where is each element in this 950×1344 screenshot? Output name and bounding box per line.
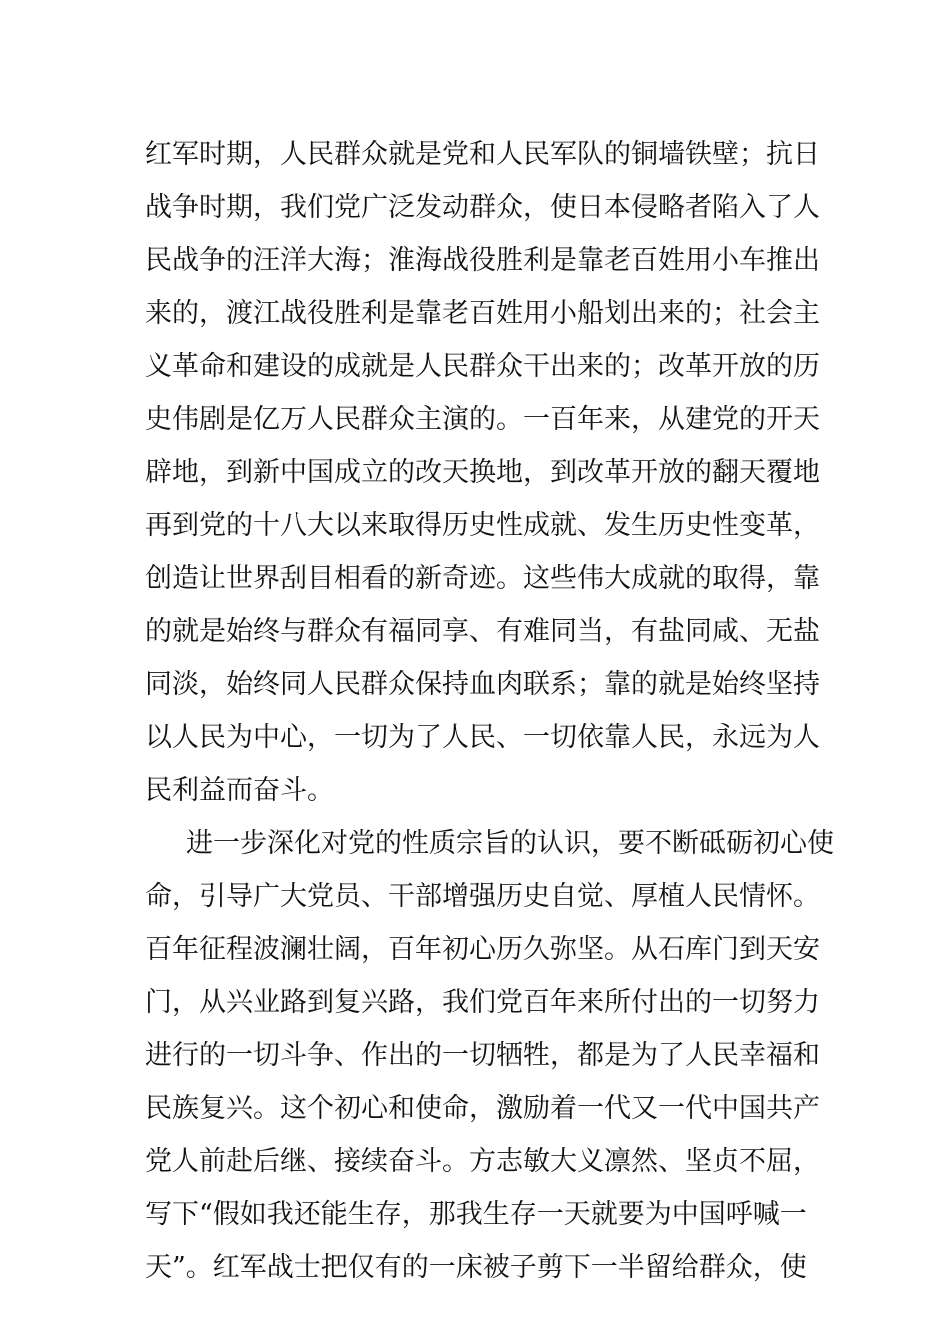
text-line: 命，引导广大党员、干部增强历史自觉、厚植人民情怀。 <box>145 881 820 912</box>
text-line: 红军时期，人民群众就是党和人民军队的铜墙铁壁；抗日 <box>145 139 820 170</box>
text-line: 进行的一切斗争、作出的一切牺牲，都是为了人民幸福和 <box>145 1040 820 1071</box>
text-line: 同淡，始终同人民群众保持血肉联系；靠的就是始终坚持 <box>145 669 820 700</box>
text-line: 党人前赴后继、接续奋斗。方志敏大义凛然、坚贞不屈， <box>145 1146 820 1177</box>
text-line: 辟地，到新中国成立的改天换地，到改革开放的翻天覆地 <box>145 457 820 488</box>
text-line: 写下“假如我还能生存，那我生存一天就要为中国呼喊一 <box>145 1199 807 1230</box>
text-line: 史伟剧是亿万人民群众主演的。一百年来，从建党的开天 <box>145 404 820 435</box>
text-line: 的就是始终与群众有福同享、有难同当，有盐同咸、无盐 <box>145 616 820 647</box>
text-line: 民战争的汪洋大海；淮海战役胜利是靠老百姓用小车推出 <box>145 245 820 276</box>
text-line: 天”。红军战士把仅有的一床被子剪下一半留给群众，使 <box>145 1252 807 1283</box>
text-line: 义革命和建设的成就是人民群众干出来的；改革开放的历 <box>145 351 820 382</box>
paragraph-2 <box>145 817 834 1294</box>
document-body <box>145 128 834 1294</box>
text-line: 民利益而奋斗。 <box>145 775 334 806</box>
text-line: 以人民为中心，一切为了人民、一切依靠人民，永远为人 <box>145 722 820 753</box>
paragraph-1 <box>145 128 820 817</box>
text-line: 门，从兴业路到复兴路，我们党百年来所付出的一切努力 <box>145 987 820 1018</box>
text-line: 民族复兴。这个初心和使命，激励着一代又一代中国共产 <box>145 1093 820 1124</box>
text-line: 战争时期，我们党广泛发动群众，使日本侵略者陷入了人 <box>145 192 820 223</box>
text-line: 创造让世界刮目相看的新奇迹。这些伟大成就的取得，靠 <box>145 563 820 594</box>
text-line: 再到党的十八大以来取得历史性成就、发生历史性变革， <box>145 510 820 541</box>
text-line-first: 进一步深化对党的性质宗旨的认识，要不断砥砺初心使 <box>186 828 834 859</box>
text-line: 百年征程波澜壮阔，百年初心历久弥坚。从石库门到天安 <box>145 934 820 965</box>
text-line: 来的，渡江战役胜利是靠老百姓用小船划出来的；社会主 <box>145 298 820 329</box>
